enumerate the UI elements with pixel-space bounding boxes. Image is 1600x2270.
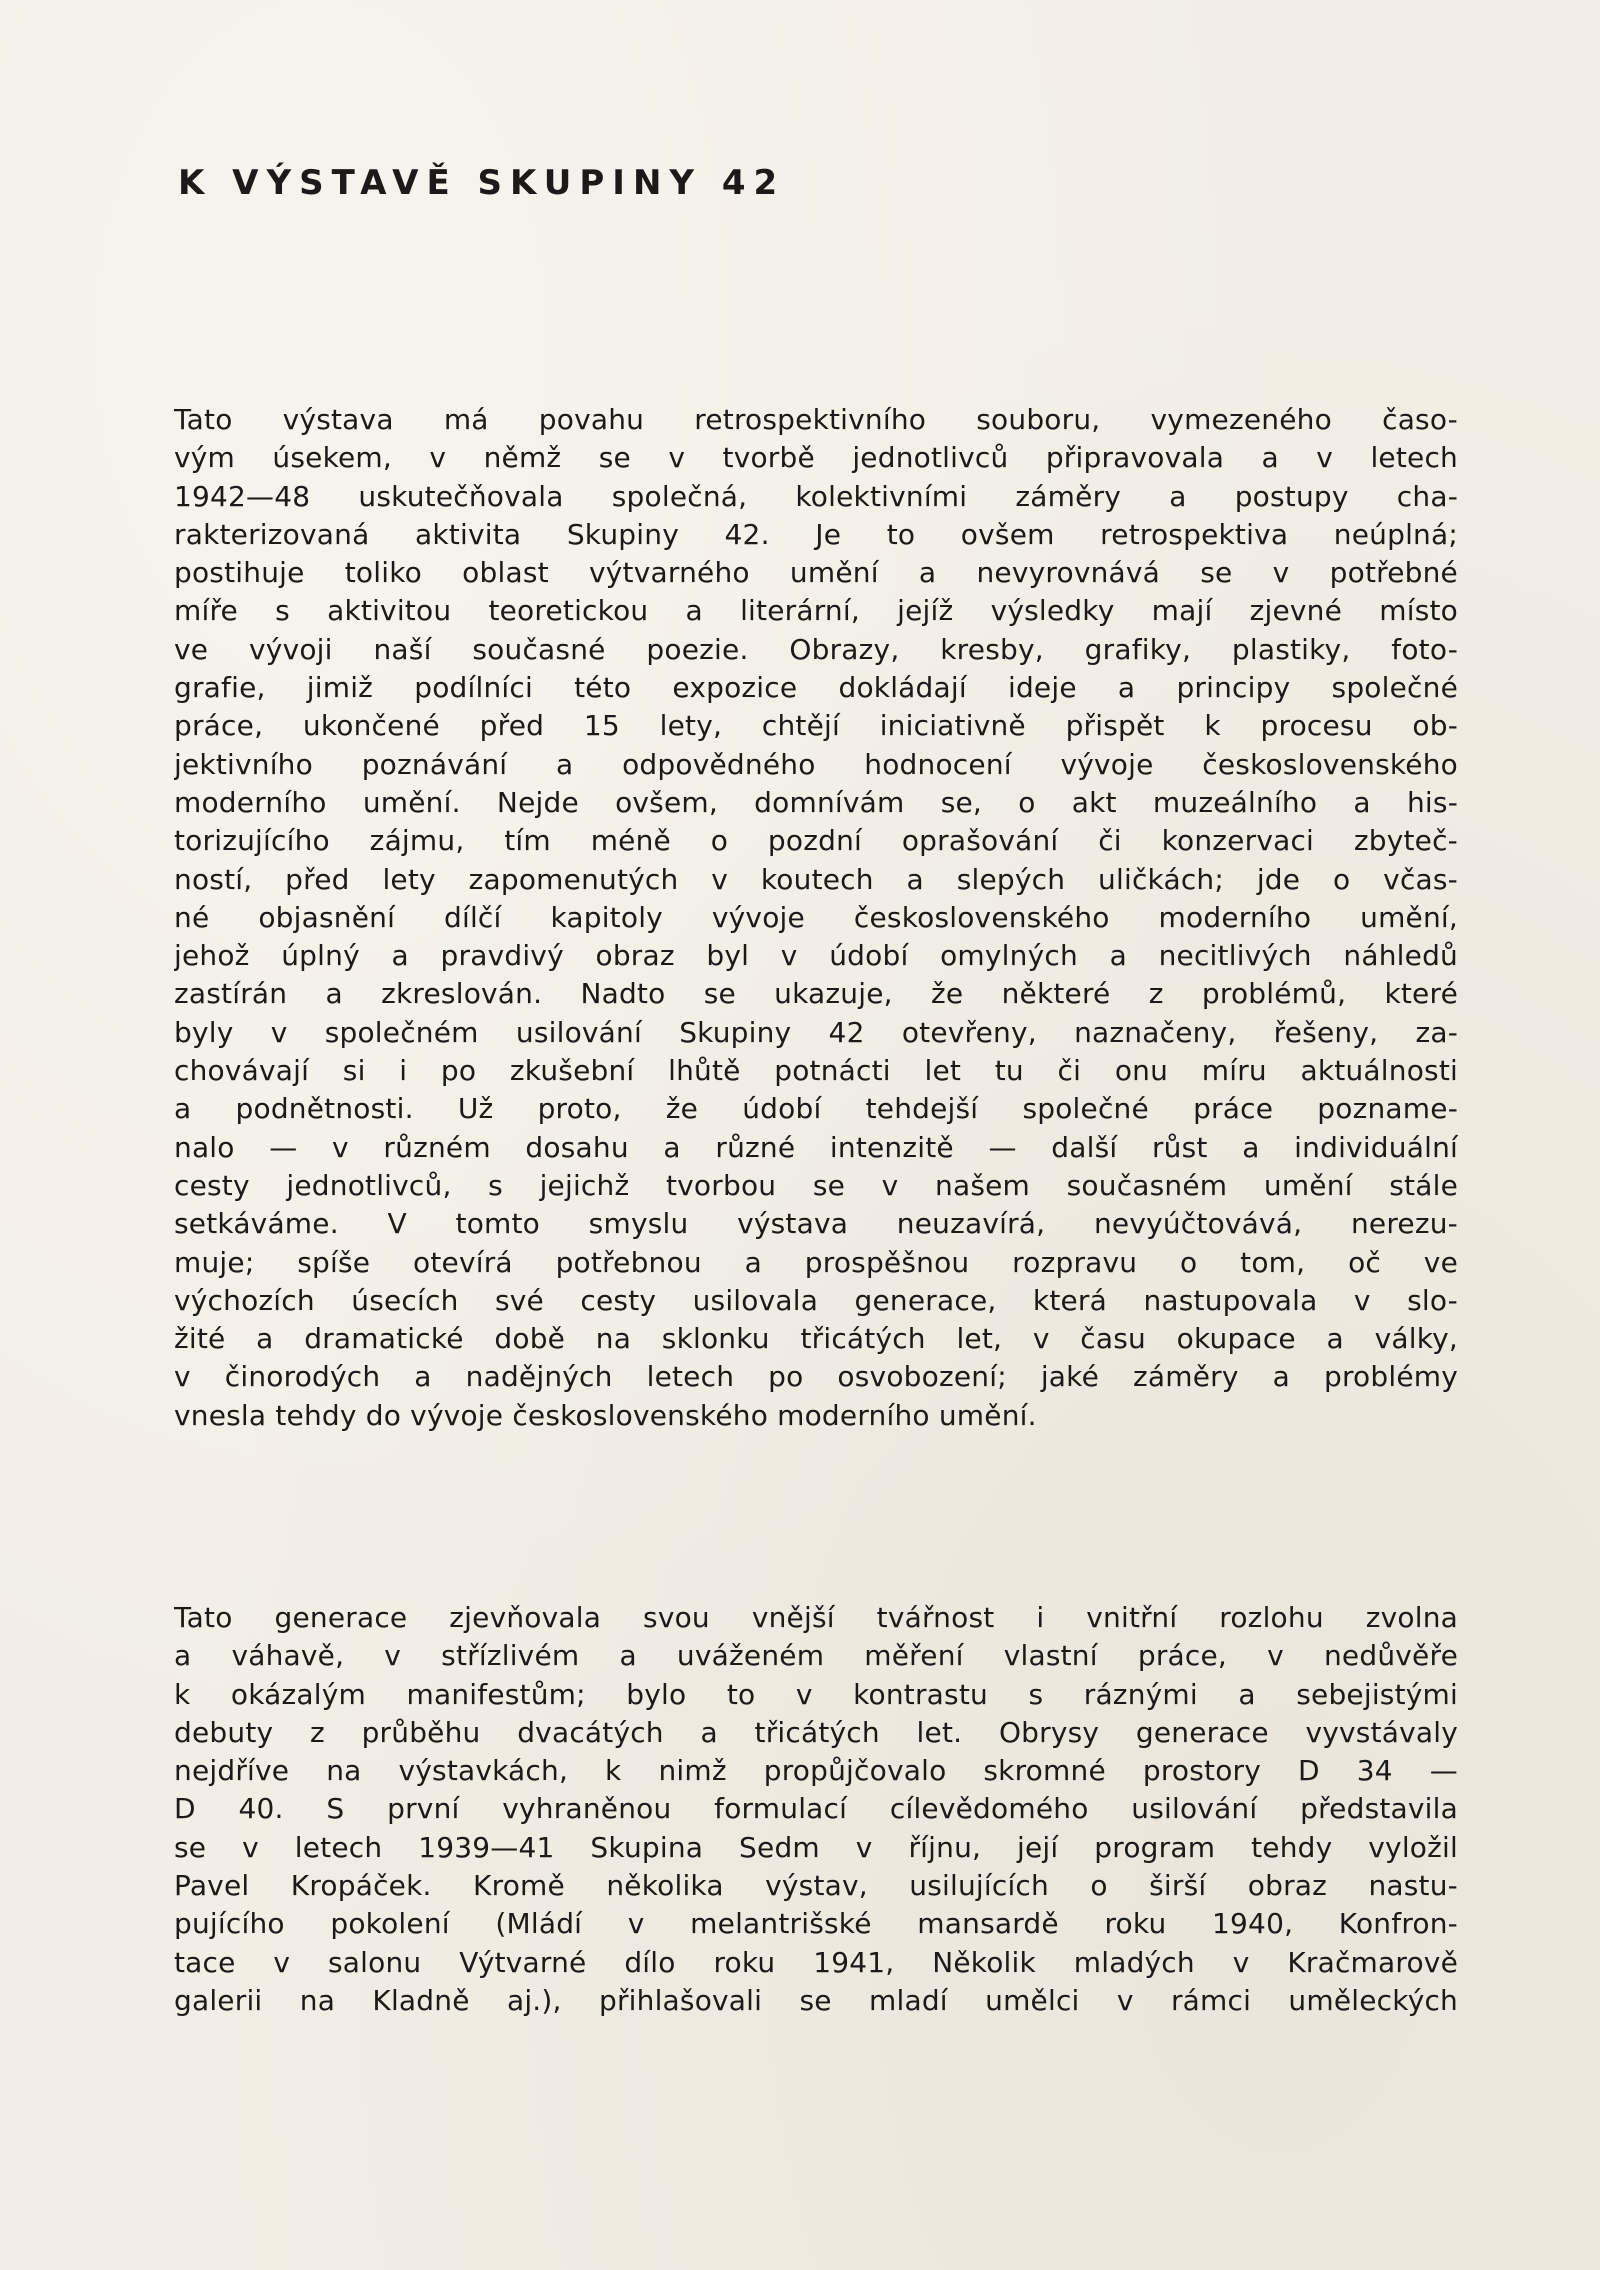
text-line: nalo — v různém dosahu a různé intenzitě — další růst a individuální bbox=[174, 1130, 1458, 1164]
paragraph-2 bbox=[174, 1599, 1458, 2020]
text-line: tace v salonu Výtvarné dílo roku 1941, Několik mladých v Kračmarově bbox=[174, 1945, 1458, 1979]
text-line: né objasnění dílčí kapitoly vývoje československého moderního umění, bbox=[174, 900, 1458, 934]
text-line: jehož úplný a pravdivý obraz byl v údobí omylných a necitlivých náhledů bbox=[174, 939, 1458, 973]
text-line: pujícího pokolení (Mládí v melantrišské mansardě roku 1940, Konfron- bbox=[174, 1907, 1458, 1941]
text-line: byly v společném usilování Skupiny 42 otevřeny, naznačeny, řešeny, za- bbox=[174, 1015, 1458, 1049]
text-line: cesty jednotlivců, s jejichž tvorbou se v našem současném umění stále bbox=[174, 1168, 1458, 1202]
text-line: ve vývoji naší současné poezie. Obrazy, kresby, grafiky, plastiky, foto- bbox=[174, 632, 1458, 666]
text-line: nejdříve na výstavkách, k nimž propůjčovalo skromné prostory D 34 — bbox=[174, 1754, 1458, 1788]
text-line: 1942—48 uskutečňovala společná, kolektivními záměry a postupy cha- bbox=[174, 479, 1458, 513]
text-line: a váhavě, v střízlivém a uváženém měření vlastní práce, v nedůvěře bbox=[174, 1639, 1458, 1673]
text-line: torizujícího zájmu, tím méně o pozdní oprašování či konzervaci zbyteč- bbox=[174, 824, 1458, 858]
text-line: k okázalým manifestům; bylo to v kontrastu s ráznými a sebejistými bbox=[174, 1677, 1458, 1711]
text-line: Tato generace zjevňovala svou vnější tvářnost i vnitřní rozlohu zvolna bbox=[174, 1601, 1458, 1634]
text-line: práce, ukončené před 15 lety, chtějí iniciativně přispět k procesu ob- bbox=[174, 709, 1458, 743]
text-line: v činorodých a nadějných letech po osvobození; jaké záměry a problémy bbox=[174, 1360, 1458, 1394]
text-line: a podnětnosti. Už proto, že údobí tehdejší společné práce poznamе- bbox=[174, 1092, 1458, 1126]
text-line: Tato výstava má povahu retrospektivního souboru, vymezeného časo- bbox=[174, 403, 1458, 436]
text-line: grafie, jimiž podílníci této expozice dokládají ideje a principy společné bbox=[174, 671, 1458, 705]
text-line: zastírán a zkreslován. Nadto se ukazuje, že některé z problémů, které bbox=[174, 977, 1458, 1011]
text-line: vnesla tehdy do vývoje československého moderního umění. bbox=[174, 1398, 1037, 1432]
text-line: chovávají si i po zkušební lhůtě potnácti let tu či onu míru aktuálnosti bbox=[174, 1054, 1458, 1088]
text-line: galerii na Kladně aj.), přihlašovali se mladí umělci v rámci uměleckých bbox=[174, 1983, 1458, 2017]
text-line: Pavel Kropáček. Kromě několika výstav, usilujících o širší obraz nastu- bbox=[174, 1869, 1458, 1903]
text-line: ností, před lety zapomenutých v koutech a slepých uličkách; jde o včas- bbox=[174, 862, 1458, 896]
text-line: setkáváme. V tomto smyslu výstava neuzavírá, nevyúčtovává, nerezu- bbox=[174, 1207, 1458, 1241]
text-line: míře s aktivitou teoretickou a literární, jejíž výsledky mají zjevné místo bbox=[174, 594, 1458, 628]
text-line: muje; spíše otevírá potřebnou a prospěšnou rozpravu o tom, oč ve bbox=[174, 1245, 1458, 1279]
text-line: D 40. S první vyhraněnou formulací cílevědomého usilování představila bbox=[174, 1792, 1458, 1826]
text-line: jektivního poznávání a odpovědného hodnocení vývoje československého bbox=[174, 747, 1458, 781]
text-line: moderního umění. Nejde ovšem, domnívám se, o akt muzeálního a his- bbox=[174, 785, 1458, 819]
text-line: postihuje toliko oblast výtvarného umění a nevyrovnává se v potřebné bbox=[174, 556, 1458, 590]
page-title: K VÝSTAVĚ SKUPINY 42 bbox=[178, 163, 786, 203]
text-line: výchozích úsecích své cesty usilovala generace, která nastupovala v slo- bbox=[174, 1283, 1458, 1317]
paragraph-1 bbox=[174, 401, 1458, 1435]
text-line: se v letech 1939—41 Skupina Sedm v říjnu, její program tehdy vyložil bbox=[174, 1830, 1458, 1864]
text-line: rakterizovaná aktivita Skupiny 42. Je to ovšem retrospektiva neúplná; bbox=[174, 517, 1458, 551]
text-line: žité a dramatické době na sklonku třicátých let, v času okupace a války, bbox=[174, 1322, 1458, 1356]
text-line: debuty z průběhu dvacátých a třicátých let. Obrysy generace vyvstávaly bbox=[174, 1715, 1458, 1749]
text-line: vým úsekem, v němž se v tvorbě jednotlivců připravovala a v letech bbox=[174, 441, 1458, 475]
